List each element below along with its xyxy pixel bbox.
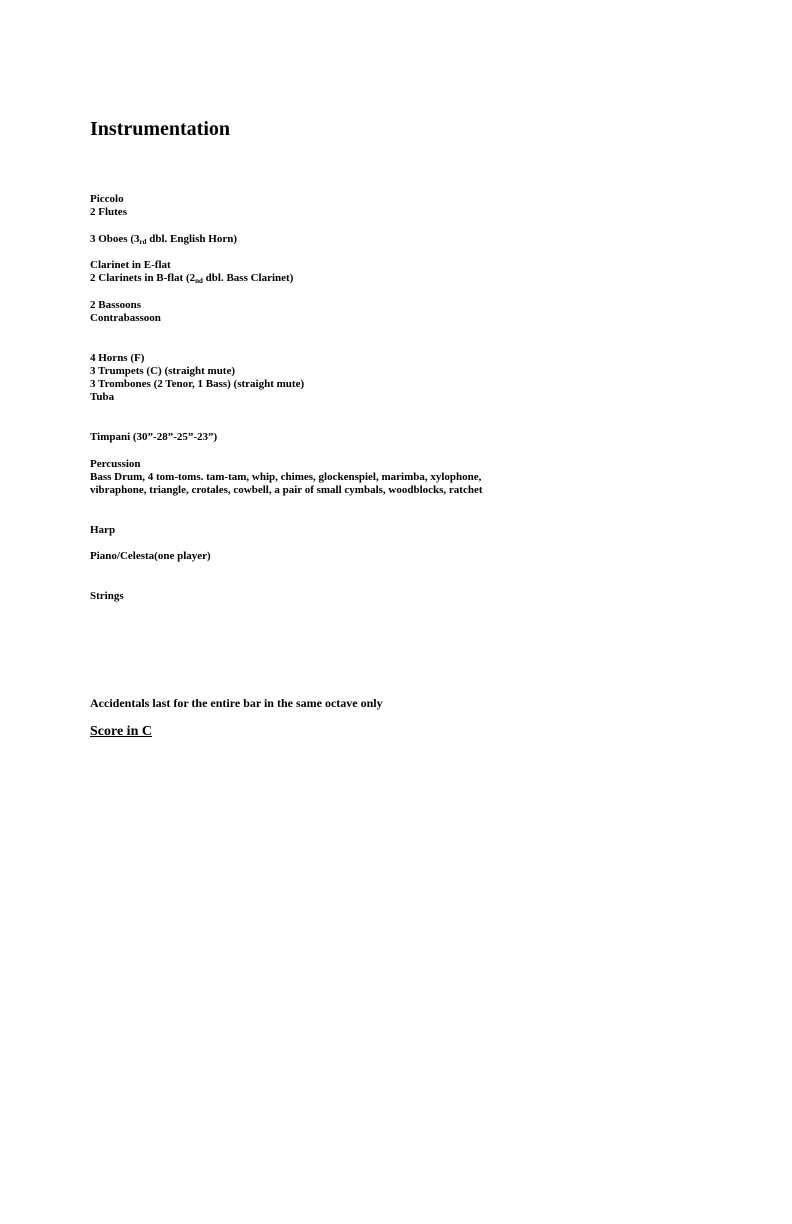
clarinets-doubling: dbl. Bass Clarinet) bbox=[202, 272, 294, 284]
instrument-horns: 4 Horns (F) bbox=[90, 352, 145, 364]
instrument-clarinets bbox=[90, 272, 293, 286]
score-in-c-heading: Score in C bbox=[90, 724, 152, 739]
instrument-piano-celesta: Piano/Celesta(one player) bbox=[90, 550, 211, 562]
percussion-list-line2: vibraphone, triangle, crotales, cowbell, a pair of small cymbals, woodblocks, ratchet bbox=[90, 484, 483, 496]
instrument-timpani: Timpani (30”-28”-25”-23”) bbox=[90, 431, 218, 443]
instrument-piccolo: Piccolo bbox=[90, 193, 124, 205]
oboes-doubling: dbl. English Horn) bbox=[146, 233, 237, 245]
percussion-heading: Percussion bbox=[90, 458, 141, 470]
instrument-harp: Harp bbox=[90, 524, 116, 536]
instrument-strings: Strings bbox=[90, 590, 124, 602]
oboes-text: 3 Oboes (3 bbox=[90, 233, 140, 245]
instrument-flutes: 2 Flutes bbox=[90, 206, 127, 218]
instrument-trumpets: 3 Trumpets (C) (straight mute) bbox=[90, 365, 236, 377]
instrument-trombones: 3 Trombones (2 Tenor, 1 Bass) (straight mute) bbox=[90, 378, 305, 390]
instrument-eflat-clarinet: Clarinet in E-flat bbox=[90, 259, 171, 271]
accidentals-note: Accidentals last for the entire bar in the same octave only bbox=[90, 696, 383, 710]
clarinets-text: 2 Clarinets in B-flat (2 bbox=[90, 272, 196, 284]
instrument-contrabassoon: Contrabassoon bbox=[90, 312, 161, 324]
oboes-ordinal: rd bbox=[139, 238, 147, 246]
clarinets-ordinal: nd bbox=[195, 277, 203, 285]
page-title: Instrumentation bbox=[90, 118, 231, 140]
instrument-tuba: Tuba bbox=[90, 391, 115, 403]
instrument-oboes bbox=[90, 233, 237, 247]
percussion-list-line1: Bass Drum, 4 tom-toms. tam-tam, whip, chimes, glockenspiel, marimba, xylophone, bbox=[90, 471, 482, 483]
instrument-bassoons: 2 Bassoons bbox=[90, 299, 142, 311]
